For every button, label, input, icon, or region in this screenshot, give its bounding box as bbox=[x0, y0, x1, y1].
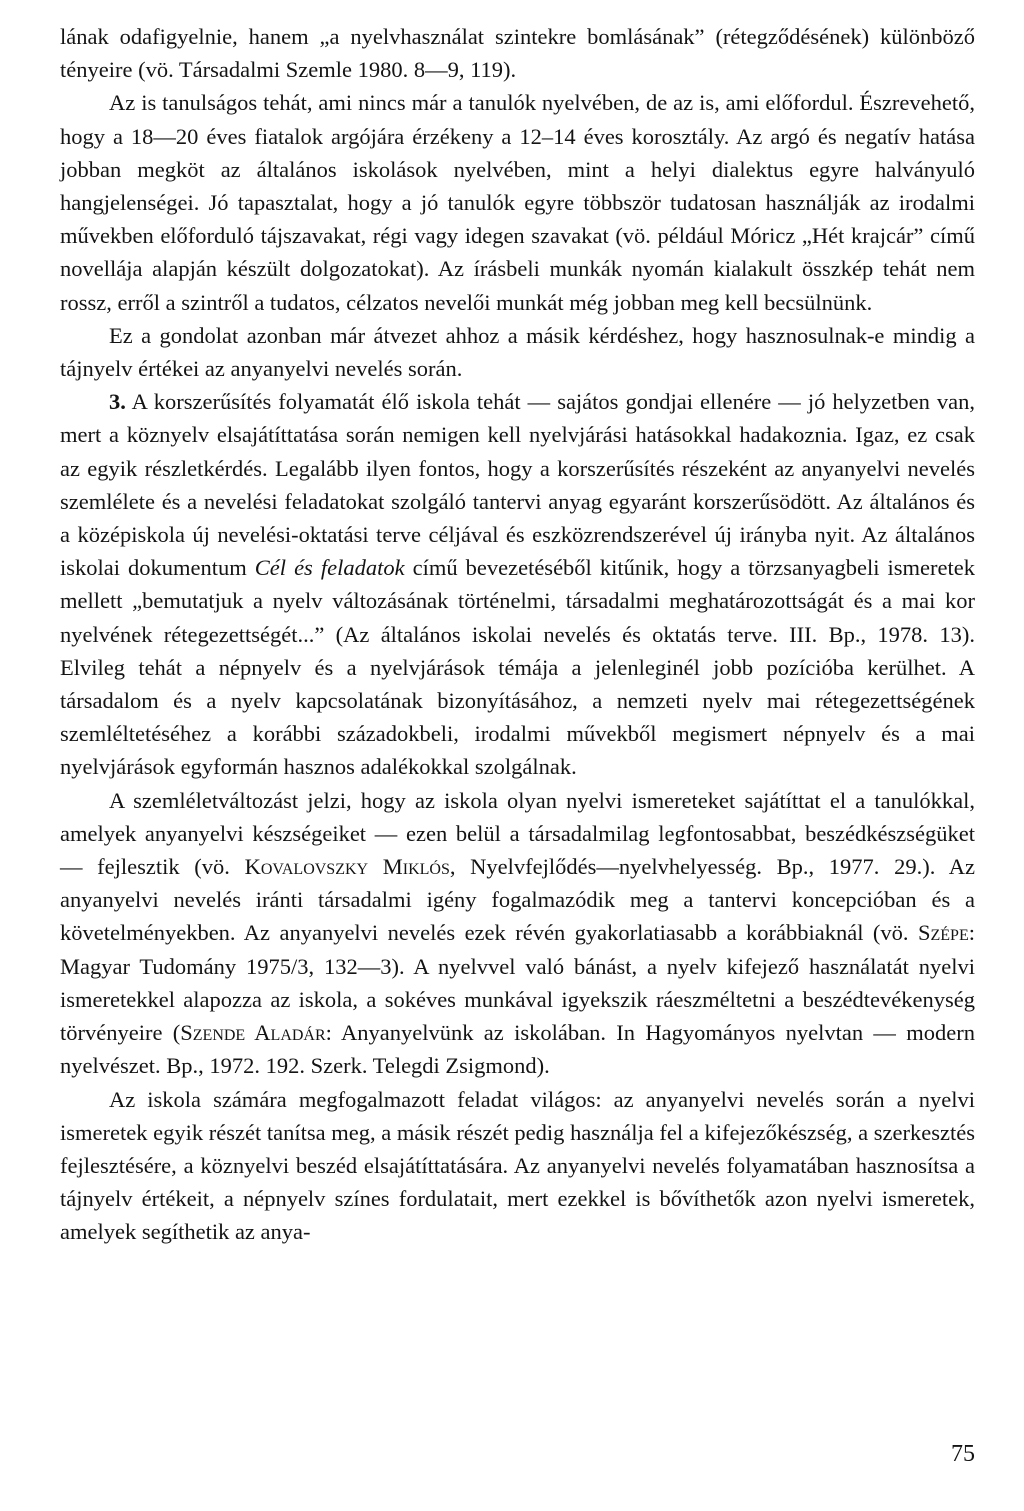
paragraph-text: A korszerűsítés folyamatát élő iskola tehát — sajátos gondjai ellenére — jó helyzetben van, mert a köznyelv elsajátíttatása során nemigen kell nyelvjárási hatásokkal hadakoznia. Igaz, ez csak az egyik részletkérdés. Legalább ilyen fontos, hogy a korszerűsítés részeként az anyanyelvi nevelés szemlélete és a nevelési feladatokat szolgáló tantervi anyag egyaránt korszerűsödött. Az általános és a középiskola új nevelési-oktatási terve céljával és eszközrendszerével új irányba nyit. Az általános iskolai dokumentum bbox=[60, 389, 975, 581]
paragraph bbox=[60, 1083, 975, 1249]
paragraph bbox=[60, 385, 975, 783]
paragraph bbox=[60, 319, 975, 385]
paragraph-text: című bevezetéséből kitűnik, hogy a törzsanyagbeli ismeretek mellett „bemutatjuk a nyelv változásának történelmi, társadalmi meghatározottságát és a mai kor nyelvének rétegezettségét...” (Az általános iskolai nevelés és oktatás terve. III. Bp., 1978. 13). Elvileg tehát a népnyelv és a nyelvjárások témája a jelenleginél jobb pozícióba kerülhet. A társadalom és a nyelv kapcsolatának bizonyításához, a nemzeti nyelv mai rétegezettségének szemléltetéséhez a korábbi századokbeli, irodalmi művekből megismert népnyelv és a mai nyelvjárások egyformán hasznos adalékokkal szolgálnak. bbox=[60, 555, 975, 780]
paragraph-text: : Magyar Tudomány 1975/3, 132—3). A nyelvvel való bánást, a nyelv kifejező használatát nyelvi ismeretekkel alapozza az iskola, a sokéves munkával igyekszik ráeszméltetni a beszédtevékenység törvényeire ( bbox=[60, 920, 975, 1046]
paragraph bbox=[60, 784, 975, 1083]
paragraph-text: : Anyanyelvünk az iskolában. In Hagyományos nyelvtan — modern nyelvészet. Bp., 1972. 192. Szerk. Telegdi Zsigmond). bbox=[60, 1020, 975, 1079]
section-number: 3. bbox=[109, 389, 126, 415]
author-name: Kovalovszky Miklós bbox=[244, 854, 450, 880]
paragraph-text: Az is tanulságos tehát, ami nincs már a tanulók nyelvében, de az is, ami előfordul. Észrevehető, hogy a 18—20 éves fiatalok argójára érzékeny a 12–14 éves korosztály. Az argó és negatív hatása jobban megköt az általános iskolások nyelvében, mint a helyi dialektus egyre halványuló hangjelenségei. Jó tapasztalat, hogy a jó tanulók egyre többször tudatosan használják az irodalmi művekben előforduló tájszavakat, régi vagy idegen szavakat (vö. például Móricz „Hét krajcár” című novellája alapján készült dolgozatokat). Az írásbeli munkák nyomán kialakult összkép tehát nem rossz, erről a szintről a tudatos, célzatos nevelői munkát még jobban meg kell becsülnünk. bbox=[60, 90, 975, 315]
paragraph-text: Az iskola számára megfogalmazott feladat világos: az anyanyelvi nevelés során a nyelvi ismeretek egyik részét tanítsa meg, a másik részét pedig használja fel a kifejezőkészség, a szerkesztés fejlesztésére, a köznyelvi beszéd elsajátíttatására. Az anyanyelvi nevelés folyamatában hasznosítsa a tájnyelv értékeit, a népnyelv színes fordulatait, mert ezekkel is bővíthetők azon nyelvi ismeretek, amelyek segíthetik az anya- bbox=[60, 1086, 975, 1245]
author-name: Szende Aladár bbox=[180, 1020, 326, 1046]
paragraph bbox=[60, 20, 975, 86]
paragraph-text: lának odafigyelnie, hanem „a nyelvhasználat szintekre bomlásának” (rétegződésének) különböző tényeire (vö. Társadalmi Szemle 1980. 8—9, 119). bbox=[60, 24, 975, 83]
page-number: 75 bbox=[951, 1441, 975, 1467]
paragraph bbox=[60, 86, 975, 318]
paragraph-text: , Nyelvfejlődés—nyelvhelyesség. Bp., 1977. 29.). Az anyanyelvi nevelés iránti társadalmi igény fogalmazódik meg a tantervi koncepcióban és a követelményekben. Az anyanyelvi nevelés ezek révén gyakorlatiasabb a korábbiaknál (vö. bbox=[60, 854, 975, 946]
document-title-italic: Cél és feladatok bbox=[254, 555, 405, 581]
author-name: Szépe bbox=[918, 920, 969, 946]
paragraph-text: A szemléletváltozást jelzi, hogy az iskola olyan nyelvi ismereteket sajátíttat el a tanulókkal, amelyek anyanyelvi készségeiket — ezen belül a társadalmilag legfontosabbat, beszédkészségüket — fejlesztik (vö. bbox=[60, 787, 975, 880]
paragraph-text: Ez a gondolat azonban már átvezet ahhoz a másik kérdéshez, hogy hasznosulnak-e mindig a tájnyelv értékei az anyanyelvi nevelés során. bbox=[60, 322, 975, 382]
page-body bbox=[60, 20, 975, 1249]
